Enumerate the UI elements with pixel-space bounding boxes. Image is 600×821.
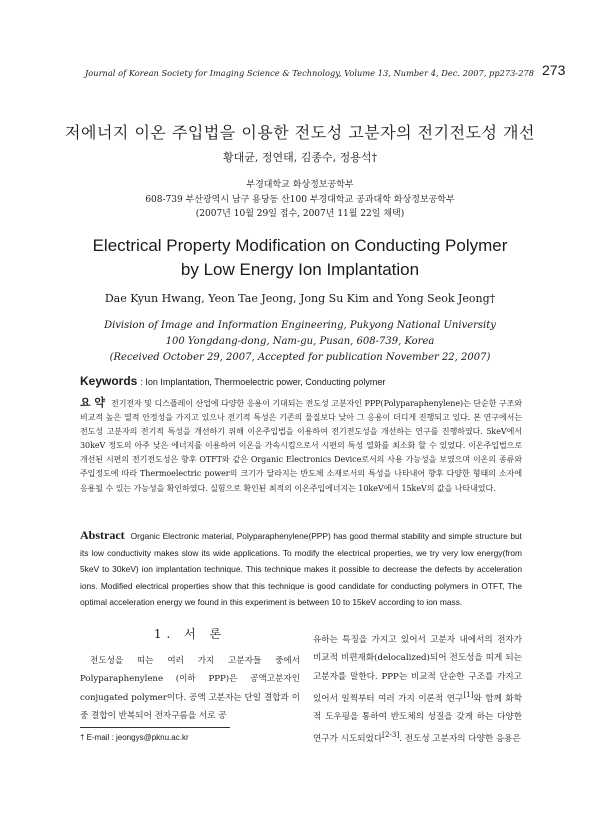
english-abstract [80, 527, 522, 611]
keywords-text: : Ion Implantation, Thermoelectric power, Conducting polymer [140, 377, 386, 387]
page-number: 273 [542, 62, 566, 78]
introduction-paragraph-left: 전도성을 띠는 여러 가지 고분자들 중에서 Polyparaphenylene (이하 PPP)은 공액고분자인 conjugated polymer이다. 공액 고분자는 단일 결합과 이중 결합이 반복되어 전자구름을 서로 공 [80, 656, 300, 721]
right-column [313, 631, 522, 749]
intro-right-text-a: 유하는 특징을 가지고 있어서 고분자 내에서의 전자가 비교적 비편재화(delocalized)되어 전도성을 띠게 되는 고분자를 말한다. PPP는 비교적 단순한 구조를 가지고 있어서 일찍부터 여러 가지 이론적 연구 [313, 635, 522, 704]
korean-authors: 황대균, 정연태, 김종수, 정용석† [223, 151, 377, 164]
keywords [80, 374, 520, 388]
footnote-email: † E-mail : jeongys@pknu.ac.kr [80, 733, 189, 742]
english-abstract-label: Abstract [80, 528, 125, 542]
section-heading-introduction: 1. 서 론 [153, 627, 227, 641]
english-affiliation-line2: 100 Yongdang-dong, Nam-gu, Pusan, 608-739, Korea [165, 336, 435, 347]
journal-header: Journal of Korean Society for Imaging Science & Technology, Volume 13, Number 4, Dec. 2007, pp273-278 [84, 68, 534, 78]
english-title-line1: Electrical Property Modification on Conducting Polymer [92, 236, 508, 255]
korean-affiliation: 부경대학교 화상정보공학부 [246, 180, 354, 190]
english-abstract-text: Organic Electronic material, Polyparaphenylene(PPP) has good thermal stability and simple structure but its low conductivity makes slow its wide applications. To modify the electrical properties, we try very low energy(from 5keV to 30keV) ion implantation technique. This technique makes it possible to decrease the defects by acceleration ions. Modified electrical properties show that this technique is good candidate for conducting polymers in OTFT, The optimal acceleration energy we found in this experiment is between 10 to 15keV according to ion mass. [80, 531, 522, 608]
korean-address: 608-739 부산광역시 남구 용당동 산100 부경대학교 공과대학 화상정보공학부 [145, 195, 455, 205]
korean-abstract-text: 전기전자 및 디스플레이 산업에 다양한 응용이 기대되는 전도성 고분자인 PPP(Polyparaphenylene)는 단순한 구조와 비교적 높은 열적 안정성을 가지고 있으나 전기적 특성은 기존의 물질보다 낮아 그 응용이 더디게 진행되고 있다. 본 연구에서는 전도성 고분자의 전기적 특성을 개선하기 위해 이온주입법을 이용하여 전기전도성을 개선하는 연구를 진행하였다. 5keV에서 30keV 정도의 아주 낮은 에너지를 이용하여 이온을 가속시킴으로서 시편의 특성 열화를 최소화 할 수 있었다. 이온주입법으로 개선된 시편의 전기전도성은 향후 OTFT와 같은 Organic Electronics Device로서의 사용 가능성을 보였으며 이온의 종류와 주입정도에 따라 Thermoelectric power의 크기가 달라지는 반도체 소재로서의 특성을 나타내어 향후 다양한 형태의 소자에 응용될 수 있는 가능성을 확인하였다. 실험으로 확인된 최적의 이온주입에너지는 10keV에서 15keV의 값을 나타내었다. [80, 399, 522, 493]
citation-2-3: [2-3] [382, 730, 400, 740]
english-authors: Dae Kyun Hwang, Yeon Tae Jeong, Jong Su Kim and Yong Seok Jeong† [104, 292, 496, 305]
footnote-divider [80, 727, 230, 728]
korean-dates: (2007년 10월 29일 접수, 2007년 11월 22일 채택) [195, 209, 405, 219]
english-title [0, 234, 600, 282]
keywords-label: Keywords [80, 374, 138, 388]
korean-abstract-label: 요 약 [80, 396, 106, 409]
intro-right-text-b: 와 함께 화학적 도우핑을 통하여 반도체의 성질을 갖게 하는 다양한 연구가 시도되었다 [313, 693, 522, 745]
intro-right-text-c: . 전도성 고분자의 다양한 응용은 [399, 734, 521, 745]
english-title-line2: by Low Energy Ion Implantation [180, 260, 420, 279]
korean-abstract [80, 396, 522, 496]
left-column [80, 625, 300, 725]
english-affiliation-line1: Division of Image and Information Engineering, Pukyong National University [104, 320, 496, 331]
english-affiliation-dates: (Received October 29, 2007, Accepted for publication November 22, 2007) [109, 352, 491, 363]
korean-title: 저에너지 이온 주입법을 이용한 전도성 고분자의 전기전도성 개선 [65, 123, 535, 142]
introduction-paragraph-right [313, 631, 522, 749]
english-affiliation [0, 318, 600, 366]
citation-1: [1] [463, 689, 474, 699]
